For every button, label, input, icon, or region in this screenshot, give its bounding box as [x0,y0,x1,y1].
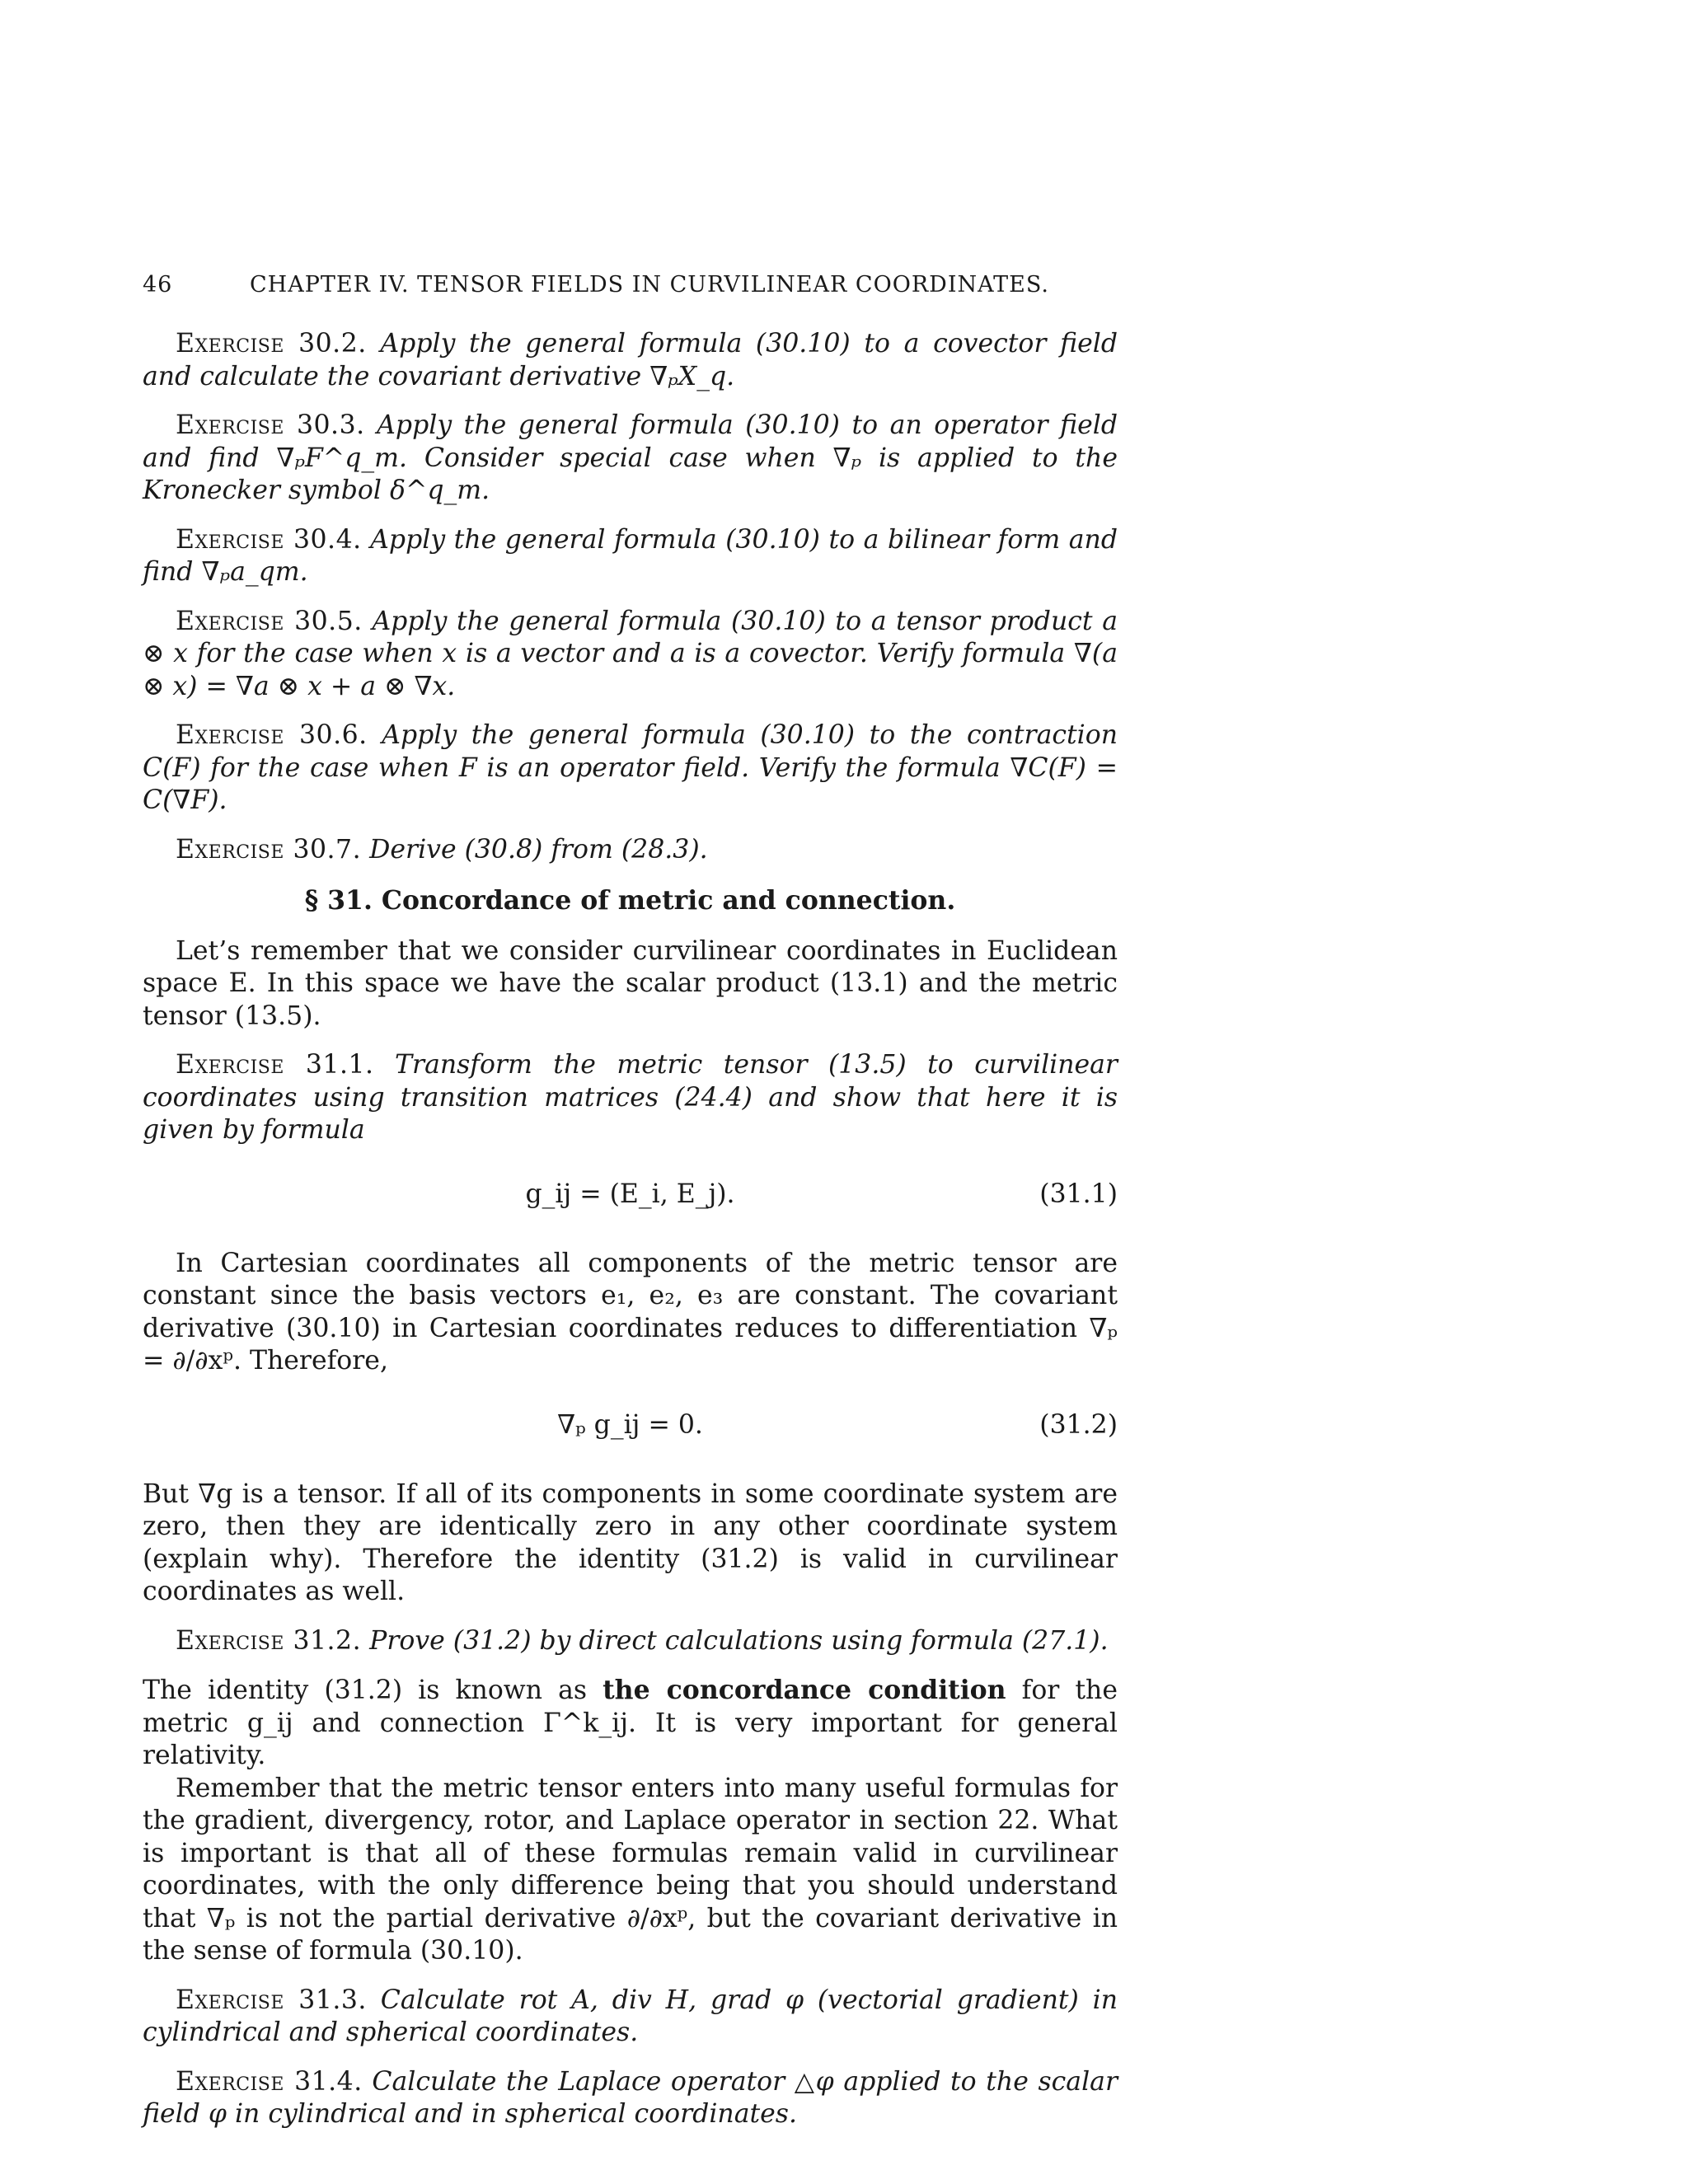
exercise-label: Exercise 30.4. [176,524,362,555]
equation-31-1 [143,1179,1118,1212]
exercise-31-3 [143,1985,1118,2050]
concordance-text-before: The identity (31.2) is known as [143,1675,588,1705]
exercise-text: Calculate rot A, div H, grad φ (vectorial gradient) in cylindrical and spherical coordinates. [143,1985,1118,2047]
equation-formula: ∇ₚ g_ij = 0. [557,1409,703,1440]
exercise-text: Apply the general formula (30.10) to the contraction C(F) for the case when F is an operator field. Verify the formula ∇C(F) = C(∇F). [143,720,1118,815]
exercise-text: Apply the general formula (30.10) to an operator field and find ∇ₚF^q_m. Consider special case when ∇ₚ is applied to the Kronecker symbol δ^q_m. [143,410,1118,505]
exercise-30-2 [143,328,1118,393]
section-title: Concordance of metric and connection. [381,885,956,916]
exercise-30-5 [143,606,1118,704]
exercise-text: Prove (31.2) by direct calculations using formula (27.1). [369,1625,1109,1656]
exercise-text: Apply the general formula (30.10) to a covector field and calculate the covariant derivative ∇ₚX_q. [143,329,1118,391]
exercise-text: Transform the metric tensor (13.5) to curvilinear coordinates using transition matrices (24.4) and show that here it is given by formula [143,1050,1118,1145]
section-number: 31. [327,885,373,916]
exercise-text: Derive (30.8) from (28.3). [369,834,708,865]
exercise-label: Exercise 31.2. [176,1625,362,1656]
exercise-label: Exercise 31.3. [176,1985,367,2015]
exercise-label: Exercise 30.5. [176,606,363,636]
exercise-31-1 [143,1049,1118,1147]
exercise-label: Exercise 31.4. [176,2066,363,2097]
equation-31-2 [143,1409,1118,1442]
exercise-text: Apply the general formula (30.10) to a bilinear form and find ∇ₚa_qm. [143,524,1118,587]
exercise-text: Apply the general formula (30.10) to a tensor product a ⊗ x for the case when x is a vector and a is a covector. Verify formula ∇(a ⊗ x) = ∇a ⊗ x + a ⊗ ∇x. [143,606,1118,701]
intro-paragraph: Let’s remember that we consider curvilinear coordinates in Euclidean space E. In this space we have the scalar product (13.1) and the metric tensor (13.5). [143,935,1118,1031]
exercise-30-7 [143,834,1118,867]
cartesian-paragraph: In Cartesian coordinates all components of the metric tensor are constant since the basis vectors e₁, e₂, e₃ are constant. The covariant derivative (30.10) in Cartesian coordinates reduces to differentiation ∇ₚ = ∂/∂xᵖ. Therefore, [143,1248,1118,1376]
exercise-30-3 [143,410,1118,508]
section-symbol: § [304,885,319,916]
exercise-label: Exercise 30.7. [176,834,362,865]
equation-number: (31.1) [1039,1179,1118,1209]
exercise-text: Calculate the Laplace operator △φ applied to the scalar field φ in cylindrical and in spherical coordinates. [143,2066,1118,2129]
exercise-31-4 [143,2066,1118,2131]
exercise-label: Exercise 31.1. [176,1050,374,1080]
exercise-label: Exercise 30.2. [176,329,367,359]
section-heading [143,884,1118,917]
exercise-30-4 [143,524,1118,589]
exercise-label: Exercise 30.6. [176,720,368,750]
exercise-30-6 [143,719,1118,818]
concordance-text-after: for the metric g_ij and connection Γ^k_ij. It is very important for general relativity. [143,1675,1118,1770]
exercise-31-2 [143,1625,1118,1658]
remember-paragraph: Remember that the metric tensor enters into many useful formulas for the gradient, divergency, rotor, and Laplace operator in section 22. What is important is that all of these formulas remain valid in curvilinear coordinates, with the only difference being that you should understand that ∇ₚ is not the partial derivative ∂/∂xᵖ, but the covariant derivative in the sense of formula (30.10). [143,1773,1118,1966]
page-number: 46 [143,272,173,298]
page-body [143,328,1118,2148]
exercise-label: Exercise 30.3. [176,410,365,440]
equation-number: (31.2) [1039,1409,1118,1440]
equation-formula: g_ij = (E_i, E_j). [525,1179,735,1209]
chapter-title: CHAPTER IV. TENSOR FIELDS IN CURVILINEAR COORDINATES. [250,272,1049,298]
concordance-paragraph [143,1674,1118,1773]
concordance-term: the concordance condition [603,1675,1006,1705]
tensor-paragraph: But ∇g is a tensor. If all of its components in some coordinate system are zero, then they are identically zero in any other coordinate system (explain why). Therefore the identity (31.2) is valid in curvilinear coordinates as well. [143,1479,1118,1606]
